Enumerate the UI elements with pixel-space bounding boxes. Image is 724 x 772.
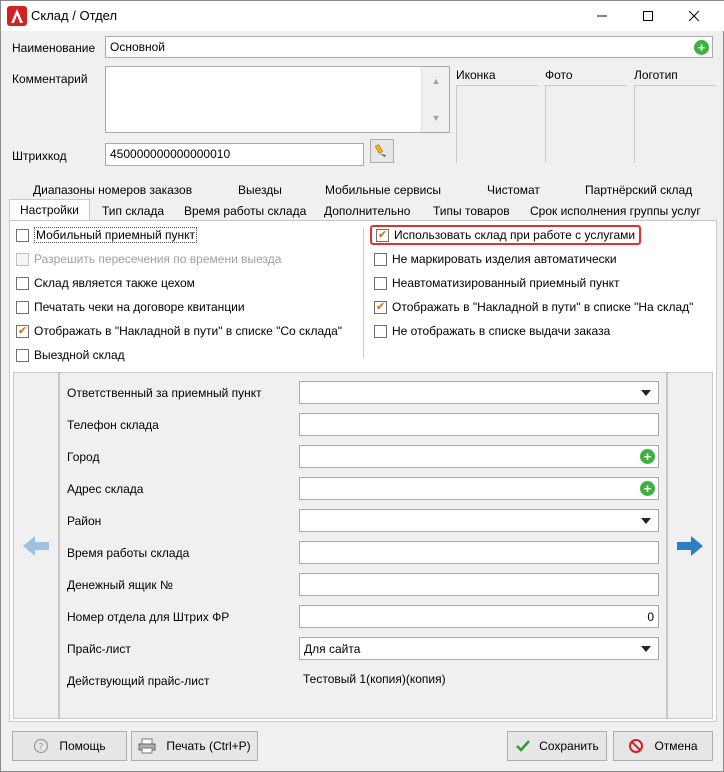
district-label: Район xyxy=(67,514,102,528)
icon-image-box[interactable] xyxy=(456,85,538,163)
save-label: Сохранить xyxy=(539,739,599,753)
window-title: Склад / Отдел xyxy=(31,8,118,23)
barcode-field[interactable] xyxy=(105,143,364,166)
checkbox-show-from-warehouse[interactable] xyxy=(16,322,342,340)
photo-image-box[interactable] xyxy=(545,85,627,163)
svg-text:?: ? xyxy=(38,742,44,753)
barcode-value: 450000000000000010 xyxy=(110,147,231,161)
name-value: Основной xyxy=(110,40,166,54)
title-bar xyxy=(1,1,724,31)
checkmark-icon xyxy=(515,738,531,754)
checkbox-box[interactable] xyxy=(374,277,387,290)
checkbox-box[interactable] xyxy=(16,277,29,290)
checkbox-label: Склад является также цехом xyxy=(34,276,195,290)
minimize-button[interactable] xyxy=(579,1,625,31)
cashbox-label: Денежный ящик № xyxy=(67,578,173,592)
checkbox-box[interactable] xyxy=(16,301,29,314)
logo-label: Логотип xyxy=(634,68,678,82)
checkbox-label: Разрешить пересечения по времени выезда xyxy=(34,252,282,266)
scroll-down-icon[interactable]: ▼ xyxy=(431,113,441,123)
chevron-down-icon xyxy=(641,390,651,396)
save-button[interactable] xyxy=(507,731,607,761)
checkbox-use-with-services[interactable] xyxy=(370,225,641,245)
cashbox-field[interactable] xyxy=(299,573,659,596)
barcode-label: Штрихкод xyxy=(12,149,67,163)
tab-working-hours[interactable]: Время работы склада xyxy=(184,204,307,218)
name-label: Наименование xyxy=(12,41,96,55)
help-button[interactable] xyxy=(12,731,127,761)
comment-scrollbar[interactable] xyxy=(421,67,449,132)
dept-number-field[interactable] xyxy=(299,605,659,628)
checkbox-label: Не отображать в списке выдачи заказа xyxy=(392,324,611,338)
tab-partner-warehouse[interactable]: Партнёрский склад xyxy=(585,183,693,197)
close-button[interactable] xyxy=(671,1,717,31)
checkbox-box[interactable]: ✔ xyxy=(377,228,388,241)
checkbox-show-to-warehouse[interactable] xyxy=(374,298,693,316)
tab-order-ranges[interactable]: Диапазоны номеров заказов xyxy=(33,183,193,197)
phone-label: Телефон склада xyxy=(67,418,159,432)
cancel-icon xyxy=(628,738,644,754)
help-label: Помощь xyxy=(59,739,106,753)
checkbox-mobile-warehouse[interactable] xyxy=(16,346,125,364)
cancel-label: Отмена xyxy=(654,739,698,753)
tab-product-types[interactable]: Типы товаров xyxy=(433,204,510,218)
checkbox-label: Не маркировать изделия автоматически xyxy=(392,252,617,266)
tab-additional[interactable]: Дополнительно xyxy=(324,204,411,218)
scroll-up-icon[interactable]: ▲ xyxy=(431,76,441,86)
comment-label: Комментарий xyxy=(12,72,88,86)
add-address-icon[interactable]: + xyxy=(640,481,655,496)
phone-field[interactable] xyxy=(299,413,659,436)
checkbox-label: Отображать в "Накладной в пути" в списке "Со склада" xyxy=(34,324,343,338)
checkbox-print-receipts[interactable] xyxy=(16,298,245,316)
active-pricelist-label: Действующий прайс-лист xyxy=(67,674,210,688)
close-icon xyxy=(688,10,700,22)
checkbox-box[interactable] xyxy=(374,325,387,338)
checkbox-box[interactable]: ✔ xyxy=(375,300,386,313)
hours-label: Время работы склада xyxy=(67,546,190,560)
icon-label: Иконка xyxy=(456,68,496,82)
checkbox-box[interactable] xyxy=(16,229,29,242)
checkbox-label: Печатать чеки на договоре квитанции xyxy=(34,300,245,314)
tab-chistomat[interactable]: Чистомат xyxy=(487,183,540,197)
checkbox-allow-overlap xyxy=(16,250,281,268)
photo-label: Фото xyxy=(545,68,573,82)
printer-icon xyxy=(138,738,156,754)
checkbox-no-auto-marking[interactable] xyxy=(374,250,617,268)
checkbox-box[interactable] xyxy=(16,349,29,362)
dept-label: Номер отдела для Штрих ФР xyxy=(67,610,230,624)
checkbox-box[interactable] xyxy=(374,253,387,266)
checkbox-label: Выездной склад xyxy=(34,348,125,362)
district-dropdown[interactable] xyxy=(299,509,659,532)
chevron-down-icon xyxy=(641,646,651,652)
tab-warehouse-type[interactable]: Тип склада xyxy=(102,204,165,218)
responsible-label: Ответственный за приемный пункт xyxy=(67,386,262,400)
pricelist-value: Для сайта xyxy=(304,642,361,656)
arrow-right-icon xyxy=(675,534,705,558)
checkbox-label: Использовать склад при работе с услугами xyxy=(394,228,636,242)
tab-settings[interactable]: Настройки xyxy=(9,199,90,221)
checkbox-mobile-point[interactable] xyxy=(16,226,197,244)
prev-page-button[interactable] xyxy=(13,372,59,719)
hours-field[interactable] xyxy=(299,541,659,564)
cancel-button[interactable] xyxy=(613,731,713,761)
generate-barcode-button[interactable] xyxy=(370,139,394,163)
logo-image-box[interactable] xyxy=(634,85,716,163)
city-label: Город xyxy=(67,450,100,464)
checkbox-label: Мобильный приемный пункт xyxy=(36,228,196,242)
add-city-icon[interactable]: + xyxy=(640,449,655,464)
city-field[interactable] xyxy=(299,445,659,468)
arrow-left-icon xyxy=(21,534,51,558)
pricelist-label: Прайс-лист xyxy=(67,642,131,656)
responsible-dropdown[interactable] xyxy=(299,381,659,404)
help-icon xyxy=(33,738,49,754)
minimize-icon xyxy=(596,10,608,22)
checkbox-box xyxy=(16,253,29,266)
address-label: Адрес склада xyxy=(67,482,144,496)
checkbox-column-divider xyxy=(363,228,364,358)
checkbox-is-workshop[interactable] xyxy=(16,274,195,292)
brush-icon xyxy=(374,143,390,159)
checkbox-non-automated-point[interactable] xyxy=(374,274,620,292)
app-logo-icon xyxy=(7,6,27,26)
add-name-icon[interactable]: + xyxy=(694,40,709,55)
name-field[interactable] xyxy=(105,36,713,58)
checkbox-label: Отображать в "Накладной в пути" в списке "На склад" xyxy=(392,300,694,314)
print-label: Печать (Ctrl+P) xyxy=(166,739,251,753)
active-pricelist-value: Тестовый 1(копия)(копия) xyxy=(303,672,446,686)
chevron-down-icon xyxy=(641,518,651,524)
maximize-icon xyxy=(642,10,654,22)
tab-mobile-services[interactable]: Мобильные сервисы xyxy=(325,183,441,197)
print-button[interactable] xyxy=(131,731,258,761)
checkbox-box[interactable]: ✔ xyxy=(17,324,28,337)
next-page-button[interactable] xyxy=(667,372,713,719)
pricelist-dropdown[interactable] xyxy=(299,637,659,660)
comment-textarea[interactable] xyxy=(105,66,450,133)
dept-value: 0 xyxy=(647,610,654,624)
checkbox-hide-in-issue-list[interactable] xyxy=(374,322,610,340)
tab-visits[interactable]: Выезды xyxy=(238,183,282,197)
checkbox-label: Неавтоматизированный приемный пункт xyxy=(392,276,620,290)
tab-service-deadlines[interactable]: Срок исполнения группы услуг xyxy=(530,204,701,218)
address-field[interactable] xyxy=(299,477,659,500)
maximize-button[interactable] xyxy=(625,1,671,31)
